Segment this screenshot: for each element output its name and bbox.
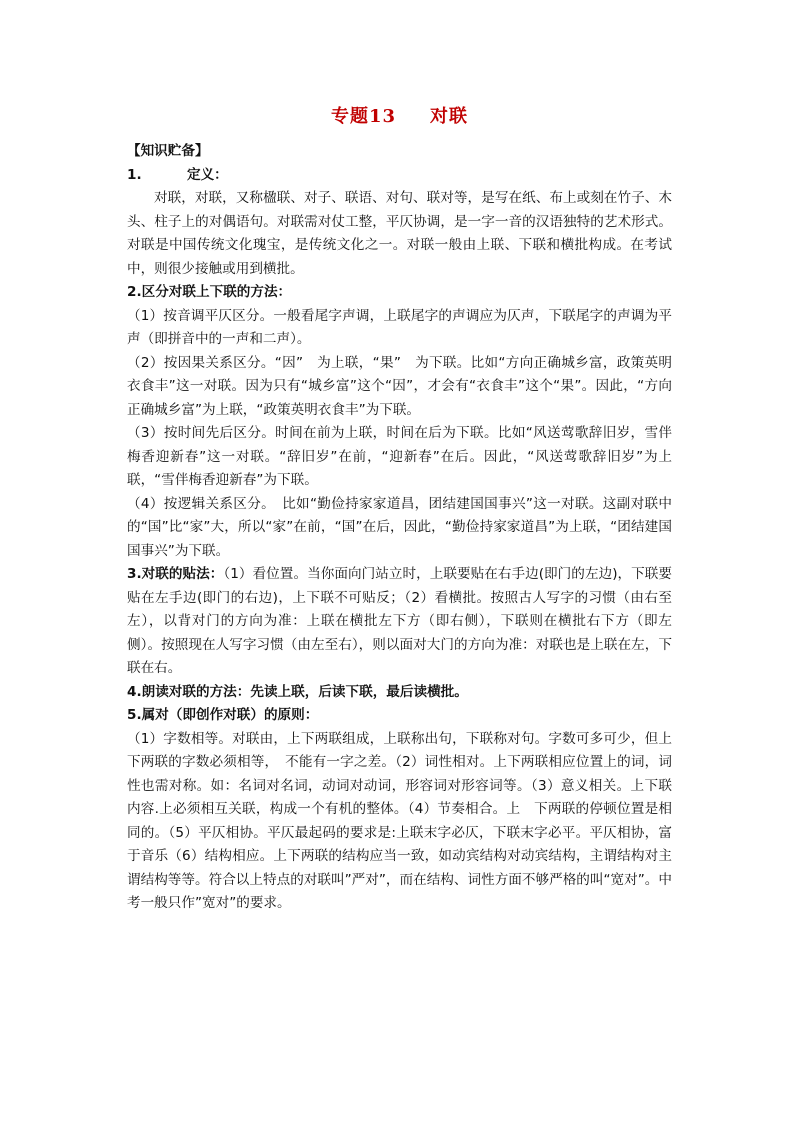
title-topic-name: 对联 [430,106,469,127]
document-page [127,102,672,916]
definition-body: 对联，对联，又称楹联、对子、联语、对句、联对等，是写在纸、布上或刻在竹子、木头、柱子上的对偶语句。对联需对仗工整，平仄协调，是一字一音的汉语独特的艺术形式。对联是中国传统文化瑰宝，是传统文化之一。对联一般由上联、下联和横批构成。在考试中，则很少接触或用到横批。 [127,190,672,277]
section2-item-1: （1）按音调平仄区分。一般看尾字声调，上联尾字的声调应为仄声，下联尾字的声调为平声（即拼音中的一声和二声）。 [127,307,672,347]
section2-item-4: （4）按逻辑关系区分。 比如“勤俭持家家道昌，团结建国国事兴”这一对联。这副对联中的“国”比“家”大，所以“家”在前，“国”在后，因此，“勤俭持家家道昌”为上联，“团结建国国事兴”为下联。 [127,495,672,559]
section2-item-3: （3）按时间先后区分。时间在前为上联，时间在后为下联。比如“风送莺歌辞旧岁，雪伴梅香迎新春”这一对联。“辞旧岁”在前，“迎新春”在后。因此，“风送莺歌辞旧岁”为上联，“雪伴梅香迎新春”为下联。 [127,425,672,488]
section-header: 【知识贮备】 [127,143,209,159]
section4-text: 4.朗读对联的方法：先读上联，后读下联，最后读横批。 [127,683,468,700]
section2-item-2: （2）按因果关系区分。“因” 为上联，“果” 为下联。比如“方向正确城乡富，政策英明衣食丰”这一对联。因为只有“城乡富”这个“因”，才会有“衣食丰”这个“果”。因此，“方向正确城乡富”为上联，“政策英明衣食丰”为下联。 [127,354,672,418]
section2-heading: 2.区分对联上下联的方法： [127,284,292,300]
title-topic-number: 专题13 [330,106,397,127]
definition-heading-text: 定义： [187,166,228,183]
section3-body: （1）看位置。当你面向门站立时，上联要贴在右手边(即门的左边)，下联要贴在左手边(即门的右边)，上下联不可贴反；（2）看横批。按照古人写字的习惯（由右至左），以背对门的方向为准：上联在横批左下方（即右侧），下联则在横批右下方（即左侧）。按照现在人写字习惯（由左至右），则以面对大门的方向为准：对联也是上联在左，下联在右。 [127,566,673,676]
definition-heading [127,164,672,188]
section3-heading: 3.对联的贴法： [127,566,224,582]
page-title [127,102,672,128]
section5-body: （1）字数相等。对联由，上下两联组成，上联称出句，下联称对句。字数可多可少，但上下两联的字数必须相等， 不能有一字之差。（2）词性相对。上下两联相应位置上的词，词性也需对称。如：名词对名词，动词对动词，形容词对形容词等。（3）意义相关。上下联内容.上必须相互关联，构成一个有机的整体。（4）节奏相合。上 下两联的停顿位置是相同的。（5）平仄相协。平仄最起码的要求是:上联末字必仄，下联末字必平。平仄相协，富于音乐（6）结构相应。上下两联的结构应当一致，如动宾结构对动宾结构，主谓结构对主谓结构等等。符合以上特点的对联叫”严对”，而在结构、词性方面不够严格的叫“宽对”。中考一般只作”宽对”的要求。 [127,730,672,911]
section5-heading: 5.属对（即创作对联）的原则： [127,707,319,723]
section3-paragraph [127,563,672,681]
definition-number: 1. [127,166,142,183]
